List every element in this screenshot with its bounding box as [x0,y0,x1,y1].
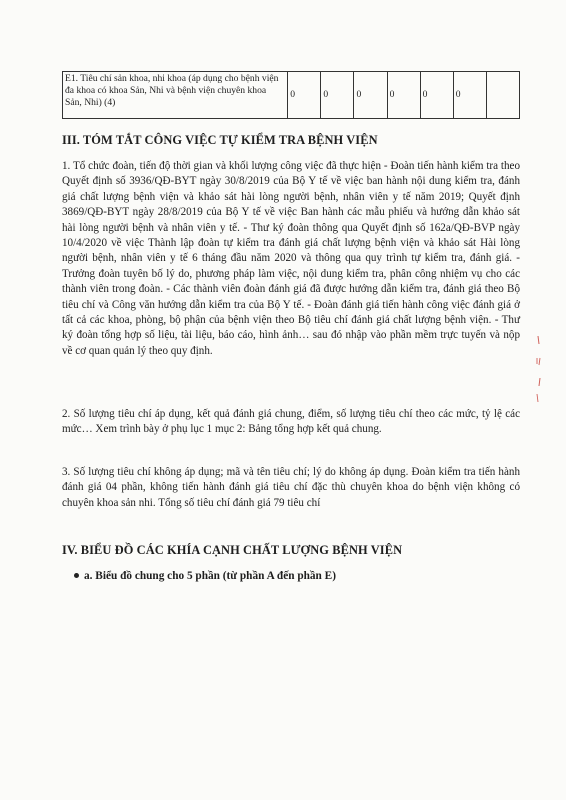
table-cell [486,72,519,119]
criteria-table [62,71,520,119]
paragraph: 3. Số lượng tiêu chí không áp dụng; mã và tên tiêu chí; lý do không áp dụng. Đoàn kiểm tra tiến hành đánh giá 04 phần, không tiến hành đánh giá tiêu chí đặc thù chuyên khoa do bệnh viện không có chuyên khoa sản nhi. Tổng số tiêu chí đánh giá 79 tiêu chí [62,466,520,509]
criteria-label: E1. Tiêu chí sản khoa, nhi khoa (áp dụng cho bệnh viện đa khoa có khoa Sản, Nhi và bệnh viện chuyên khoa Sản, Nhi) (4) [63,72,288,119]
margin-marks-icon [534,334,548,404]
section-heading: III. TÓM TẮT CÔNG VIỆC TỰ KIỂM TRA BỆNH VIỆN [62,133,378,147]
paragraph: 2. Số lượng tiêu chí áp dụng, kết quả đánh giá chung, điểm, số lượng tiêu chí theo các mức, tỷ lệ các mức… Xem trình bày ở phụ lục 1 mục 2: Bảng tổng hợp kết quả chung. [62,408,520,436]
bullet-item [74,570,336,582]
bullet-icon [74,573,79,578]
section-heading: IV. BIỂU ĐỒ CÁC KHÍA CẠNH CHẤT LƯỢNG BỆNH VIỆN [62,543,403,557]
table-cell: 0 [387,72,420,119]
paragraph: 1. Tổ chức đoàn, tiến độ thời gian và khối lượng công việc đã thực hiện - Đoàn tiến hành kiểm tra theo Quyết định số 3936/QĐ-BYT ngày 30/8/2019 của Bộ Y tế về việc ban hành nội dung kiểm tra, đánh giá chất lượng bệnh viện và khảo sát hài lòng người bệnh, nhân viên y tế năm 2019; Quyết định 3869/QĐ-BYT ngày 28/8/2019 của Bộ Y tế về việc Ban hành các mẫu phiếu và hướng dẫn khảo sát hài lòng người bệnh và nhân viên y tế. - Thư ký đoàn thông qua Quyết định số 162a/QĐ-BVP ngày 10/4/2020 về việc Thành lập đoàn tự kiểm tra đánh giá chất lượng bệnh viện và khảo sát Hài lòng người bệnh, nhân viên y tế 6 tháng đầu năm 2020 và thông qua quy trình tự kiểm tra, đánh giá. - Trưởng đoàn tuyên bố lý do, phương pháp làm việc, nội dung kiểm tra, phân công nhiệm vụ cho các thành viên trong đoàn. - Các thành viên đoàn đánh giá đã được hướng dẫn kiểm tra, đánh giá theo Bộ tiêu chí và Công văn hướng dẫn kiểm tra của Bộ Y tế. - Đoàn đánh giá tiến hành công việc đánh giá ở tất cả các khoa, phòng, bộ phận của bệnh viện theo Bộ tiêu chí đánh giá chất lượng bệnh viện. - Thư ký đoàn tổng hợp số liệu, tài liệu, báo cáo, hình ảnh… sau đó nhập vào phần mềm trực tuyến và nộp về cơ quan quản lý theo quy định. [62,160,520,357]
table-cell: 0 [354,72,387,119]
table-cell: 0 [420,72,453,119]
bullet-text: a. Biểu đồ chung cho 5 phần (từ phần A đến phần E) [84,570,336,582]
table-cell: 0 [321,72,354,119]
table-row [63,72,520,119]
table-cell: 0 [288,72,321,119]
table-cell: 0 [453,72,486,119]
